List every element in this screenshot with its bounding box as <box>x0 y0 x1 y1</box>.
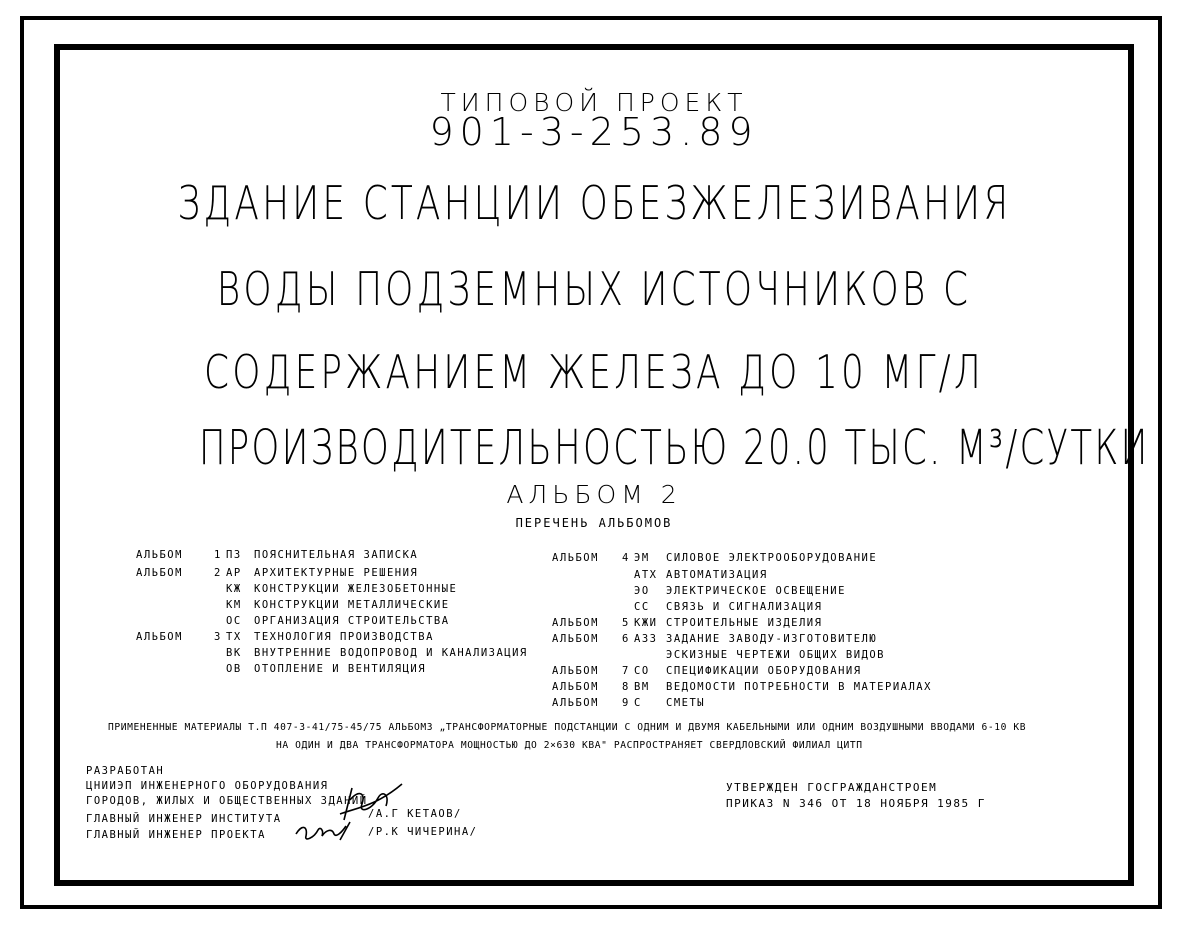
album-name: СТРОИТЕЛЬНЫЕ ИЗДЕЛИЯ <box>666 617 823 629</box>
developer-line-3: ГОРОДОВ, ЖИЛЫХ И ОБЩЕСТВЕННЫХ ЗДАНИЙ <box>86 795 368 807</box>
album-name: СВЯЗЬ И СИГНАЛИЗАЦИЯ <box>666 601 823 613</box>
album-code: ЭО <box>634 585 650 597</box>
developer-line-1: РАЗРАБОТАН <box>86 765 165 777</box>
title-line-1: ЗДАНИЕ СТАНЦИИ ОБЕЗЖЕЛЕЗИВАНИЯ <box>177 176 1012 230</box>
album-code: ТХ <box>226 631 242 643</box>
album-code: АТХ <box>634 569 658 581</box>
list-item <box>552 568 768 584</box>
album-label: АЛЬБОМ <box>552 617 599 629</box>
album-num: 6 <box>622 633 630 645</box>
approval-line-1: УТВЕРЖДЕН ГОСГРАЖДАНСТРОЕМ <box>726 781 938 794</box>
developer-line-2: ЦНИИЭП ИНЖЕНЕРНОГО ОБОРУДОВАНИЯ <box>86 780 329 792</box>
album-code: С <box>634 697 642 709</box>
project-number: 901-3-253.89 <box>429 110 759 154</box>
album-label: АЛЬБОМ <box>552 633 599 645</box>
album-code: КЖИ <box>634 617 658 629</box>
album-name: КОНСТРУКЦИИ МЕТАЛЛИЧЕСКИЕ <box>254 599 450 611</box>
materials-line-1: ПРИМЕНЕННЫЕ МАТЕРИАЛЫ Т.П 407-3-41/75-45/75 АЛЬБОМ3 „ТРАНСФОРМАТОРНЫЕ ПОДСТАНЦИИ С ОДНИМ И ДВУМЯ КАБЕЛЬНЫМИ ИЛИ ОДНИМ ВОЗДУШНЫМИ ВВОДАМИ 6-10 КВ <box>108 722 1027 733</box>
list-item <box>552 696 705 712</box>
list-item <box>552 680 932 696</box>
album-code: А33 <box>634 633 658 645</box>
album-name: СПЕЦИФИКАЦИИ ОБОРУДОВАНИЯ <box>666 665 862 677</box>
list-item <box>136 548 418 564</box>
album-name: ЭЛЕКТРИЧЕСКОЕ ОСВЕЩЕНИЕ <box>666 585 846 597</box>
album-num: 1 <box>214 549 222 561</box>
album-code: ПЗ <box>226 549 242 561</box>
album-label: АЛЬБОМ <box>552 697 599 709</box>
album-num: 8 <box>622 681 630 693</box>
album-name: ВНУТРЕННИЕ ВОДОПРОВОД И КАНАЛИЗАЦИЯ <box>254 647 528 659</box>
list-item <box>552 600 822 616</box>
album-num: 3 <box>214 631 222 643</box>
album-name: ОТОПЛЕНИЕ И ВЕНТИЛЯЦИЯ <box>254 663 427 675</box>
signatory-name-1: /А.Г КЕТАОВ/ <box>368 808 462 820</box>
list-item <box>552 551 877 567</box>
album-name: ТЕХНОЛОГИЯ ПРОИЗВОДСТВА <box>254 631 434 643</box>
album-code: ОВ <box>226 663 242 675</box>
album-name: ВЕДОМОСТИ ПОТРЕБНОСТИ В МАТЕРИАЛАХ <box>666 681 932 693</box>
album-heading: АЛЬБОМ 2 <box>506 480 682 509</box>
list-item <box>552 616 822 632</box>
album-label: АЛЬБОМ <box>136 567 183 579</box>
list-item <box>552 664 862 680</box>
album-num: 9 <box>622 697 630 709</box>
album-code: ОС <box>226 615 242 627</box>
list-item <box>136 598 450 614</box>
signatory-role-1: ГЛАВНЫЙ ИНЖЕНЕР ИНСТИТУТА <box>86 813 282 825</box>
materials-line-2: НА ОДИН И ДВА ТРАНСФОРМАТОРА МОЩНОСТЬЮ ДО 2×630 КВА" РАСПРОСТРАНЯЕТ СВЕРДЛОВСКИЙ ФИЛИАЛ ЦИТП <box>276 740 863 751</box>
list-item <box>136 582 457 598</box>
album-code: ЭМ <box>634 552 650 564</box>
list-item <box>136 566 418 582</box>
album-code: СС <box>634 601 650 613</box>
album-label: АЛЬБОМ <box>552 665 599 677</box>
album-name: СМЕТЫ <box>666 697 706 709</box>
list-item <box>552 648 885 664</box>
list-item <box>136 614 450 630</box>
album-name: ОРГАНИЗАЦИЯ СТРОИТЕЛЬСТВА <box>254 615 450 627</box>
album-num: 2 <box>214 567 222 579</box>
album-list-heading: ПЕРЕЧЕНЬ АЛЬБОМОВ <box>515 516 673 530</box>
album-code: ВК <box>226 647 242 659</box>
album-label: АЛЬБОМ <box>136 549 183 561</box>
album-num: 4 <box>622 552 630 564</box>
album-name: КОНСТРУКЦИИ ЖЕЛЕЗОБЕТОННЫЕ <box>254 583 458 595</box>
album-name: АВТОМАТИЗАЦИЯ <box>666 569 768 581</box>
album-name: АРХИТЕКТУРНЫЕ РЕШЕНИЯ <box>254 567 419 579</box>
title-line-2: ВОДЫ ПОДЗЕМНЫХ ИСТОЧНИКОВ С <box>216 262 972 316</box>
list-item <box>552 584 846 600</box>
title-line-3: СОДЕРЖАНИЕМ ЖЕЛЕЗА ДО 10 МГ/Л <box>204 345 984 399</box>
list-item <box>552 632 877 648</box>
signatory-name-2: /Р.К ЧИЧЕРИНА/ <box>368 826 478 838</box>
list-item <box>136 630 434 646</box>
album-num: 5 <box>622 617 630 629</box>
project-type: ТИПОВОЙ ПРОЕКТ <box>440 88 748 117</box>
signature-2-icon <box>292 816 356 846</box>
album-label: АЛЬБОМ <box>136 631 183 643</box>
album-num: 7 <box>622 665 630 677</box>
album-code: СО <box>634 665 650 677</box>
album-code: АР <box>226 567 242 579</box>
signatory-role-2: ГЛАВНЫЙ ИНЖЕНЕР ПРОЕКТА <box>86 829 266 841</box>
approval-line-2: ПРИКАЗ N 346 ОТ 18 НОЯБРЯ 1985 Г <box>726 797 986 810</box>
album-name: ЭСКИЗНЫЕ ЧЕРТЕЖИ ОБЩИХ ВИДОВ <box>666 649 886 661</box>
album-code: ВМ <box>634 681 650 693</box>
list-item <box>136 646 528 662</box>
album-name: СИЛОВОЕ ЭЛЕКТРООБОРУДОВАНИЕ <box>666 552 878 564</box>
title-line-4: ПРОИЗВОДИТЕЛЬНОСТЬЮ 20.0 ТЫС. М³/СУТКИ <box>198 420 1150 476</box>
album-code: КМ <box>226 599 242 611</box>
album-label: АЛЬБОМ <box>552 681 599 693</box>
album-code: КЖ <box>226 583 242 595</box>
list-item <box>136 662 426 678</box>
album-name: ЗАДАНИЕ ЗАВОДУ-ИЗГОТОВИТЕЛЮ <box>666 633 878 645</box>
album-label: АЛЬБОМ <box>552 552 599 564</box>
album-name: ПОЯСНИТЕЛЬНАЯ ЗАПИСКА <box>254 549 419 561</box>
